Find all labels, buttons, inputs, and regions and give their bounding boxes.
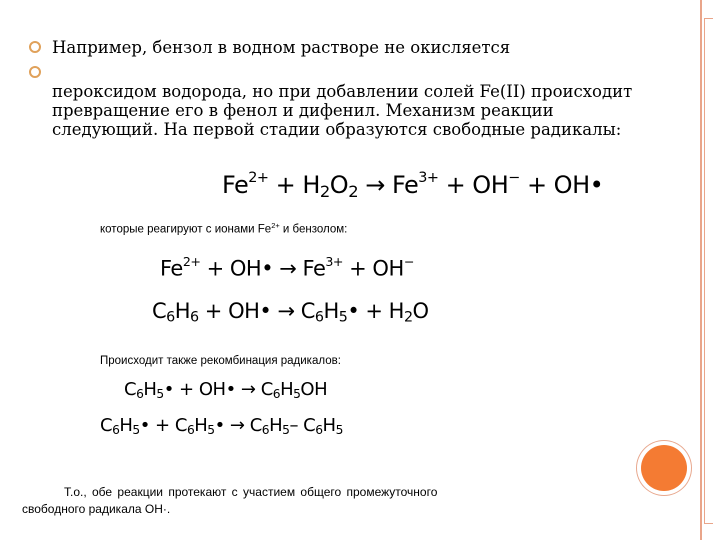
note-reacts-with-ions: которые реагируют с ионами $Fe^{2+}$ и бензолом: [100,221,348,236]
bullet-icon [29,41,41,53]
note-recombination: Происходит также рекомбинация радикалов: [100,355,341,367]
paragraph-line-2: пероксидом водорода, но при добавлении солей Fe(II) происходит [52,82,633,101]
equation-5: $C_6H_5•$ + $C_6H_5• \to C_6H_5-$ $C_6H_5$ [100,415,343,438]
equation-2: $Fe^{2+}$ + OH• → $Fe^{3+} + OH^-$ [160,254,414,281]
equation-1: $Fe^{2+} + H_2O_2 \to Fe^{3+} + OH^-$ + OH• [222,170,604,201]
decorative-circle [641,445,687,491]
bullet-icon [29,66,41,78]
paragraph-line-1: Например, бензол в водном растворе не окисляется [52,38,511,57]
footer-line-1: Т.о., обе реакции протекают с участием общего промежуточного [64,485,438,499]
equation-4: $C_6H_5•$ + OH• → $C_6H_5OH$ [124,379,328,402]
equation-3: $C_6H_6$ + OH• → $C_6H_5• + H_2O$ [152,299,429,326]
paragraph-line-4: следующий. На первой стадии образуются свободные радикалы: [52,120,622,139]
paragraph-line-3: превращение его в фенол и дифенил. Механизм реакции [52,101,554,120]
slide-frame-inner-border [704,18,713,524]
footer-line-2: свободного радикала ОН·. [22,502,171,516]
